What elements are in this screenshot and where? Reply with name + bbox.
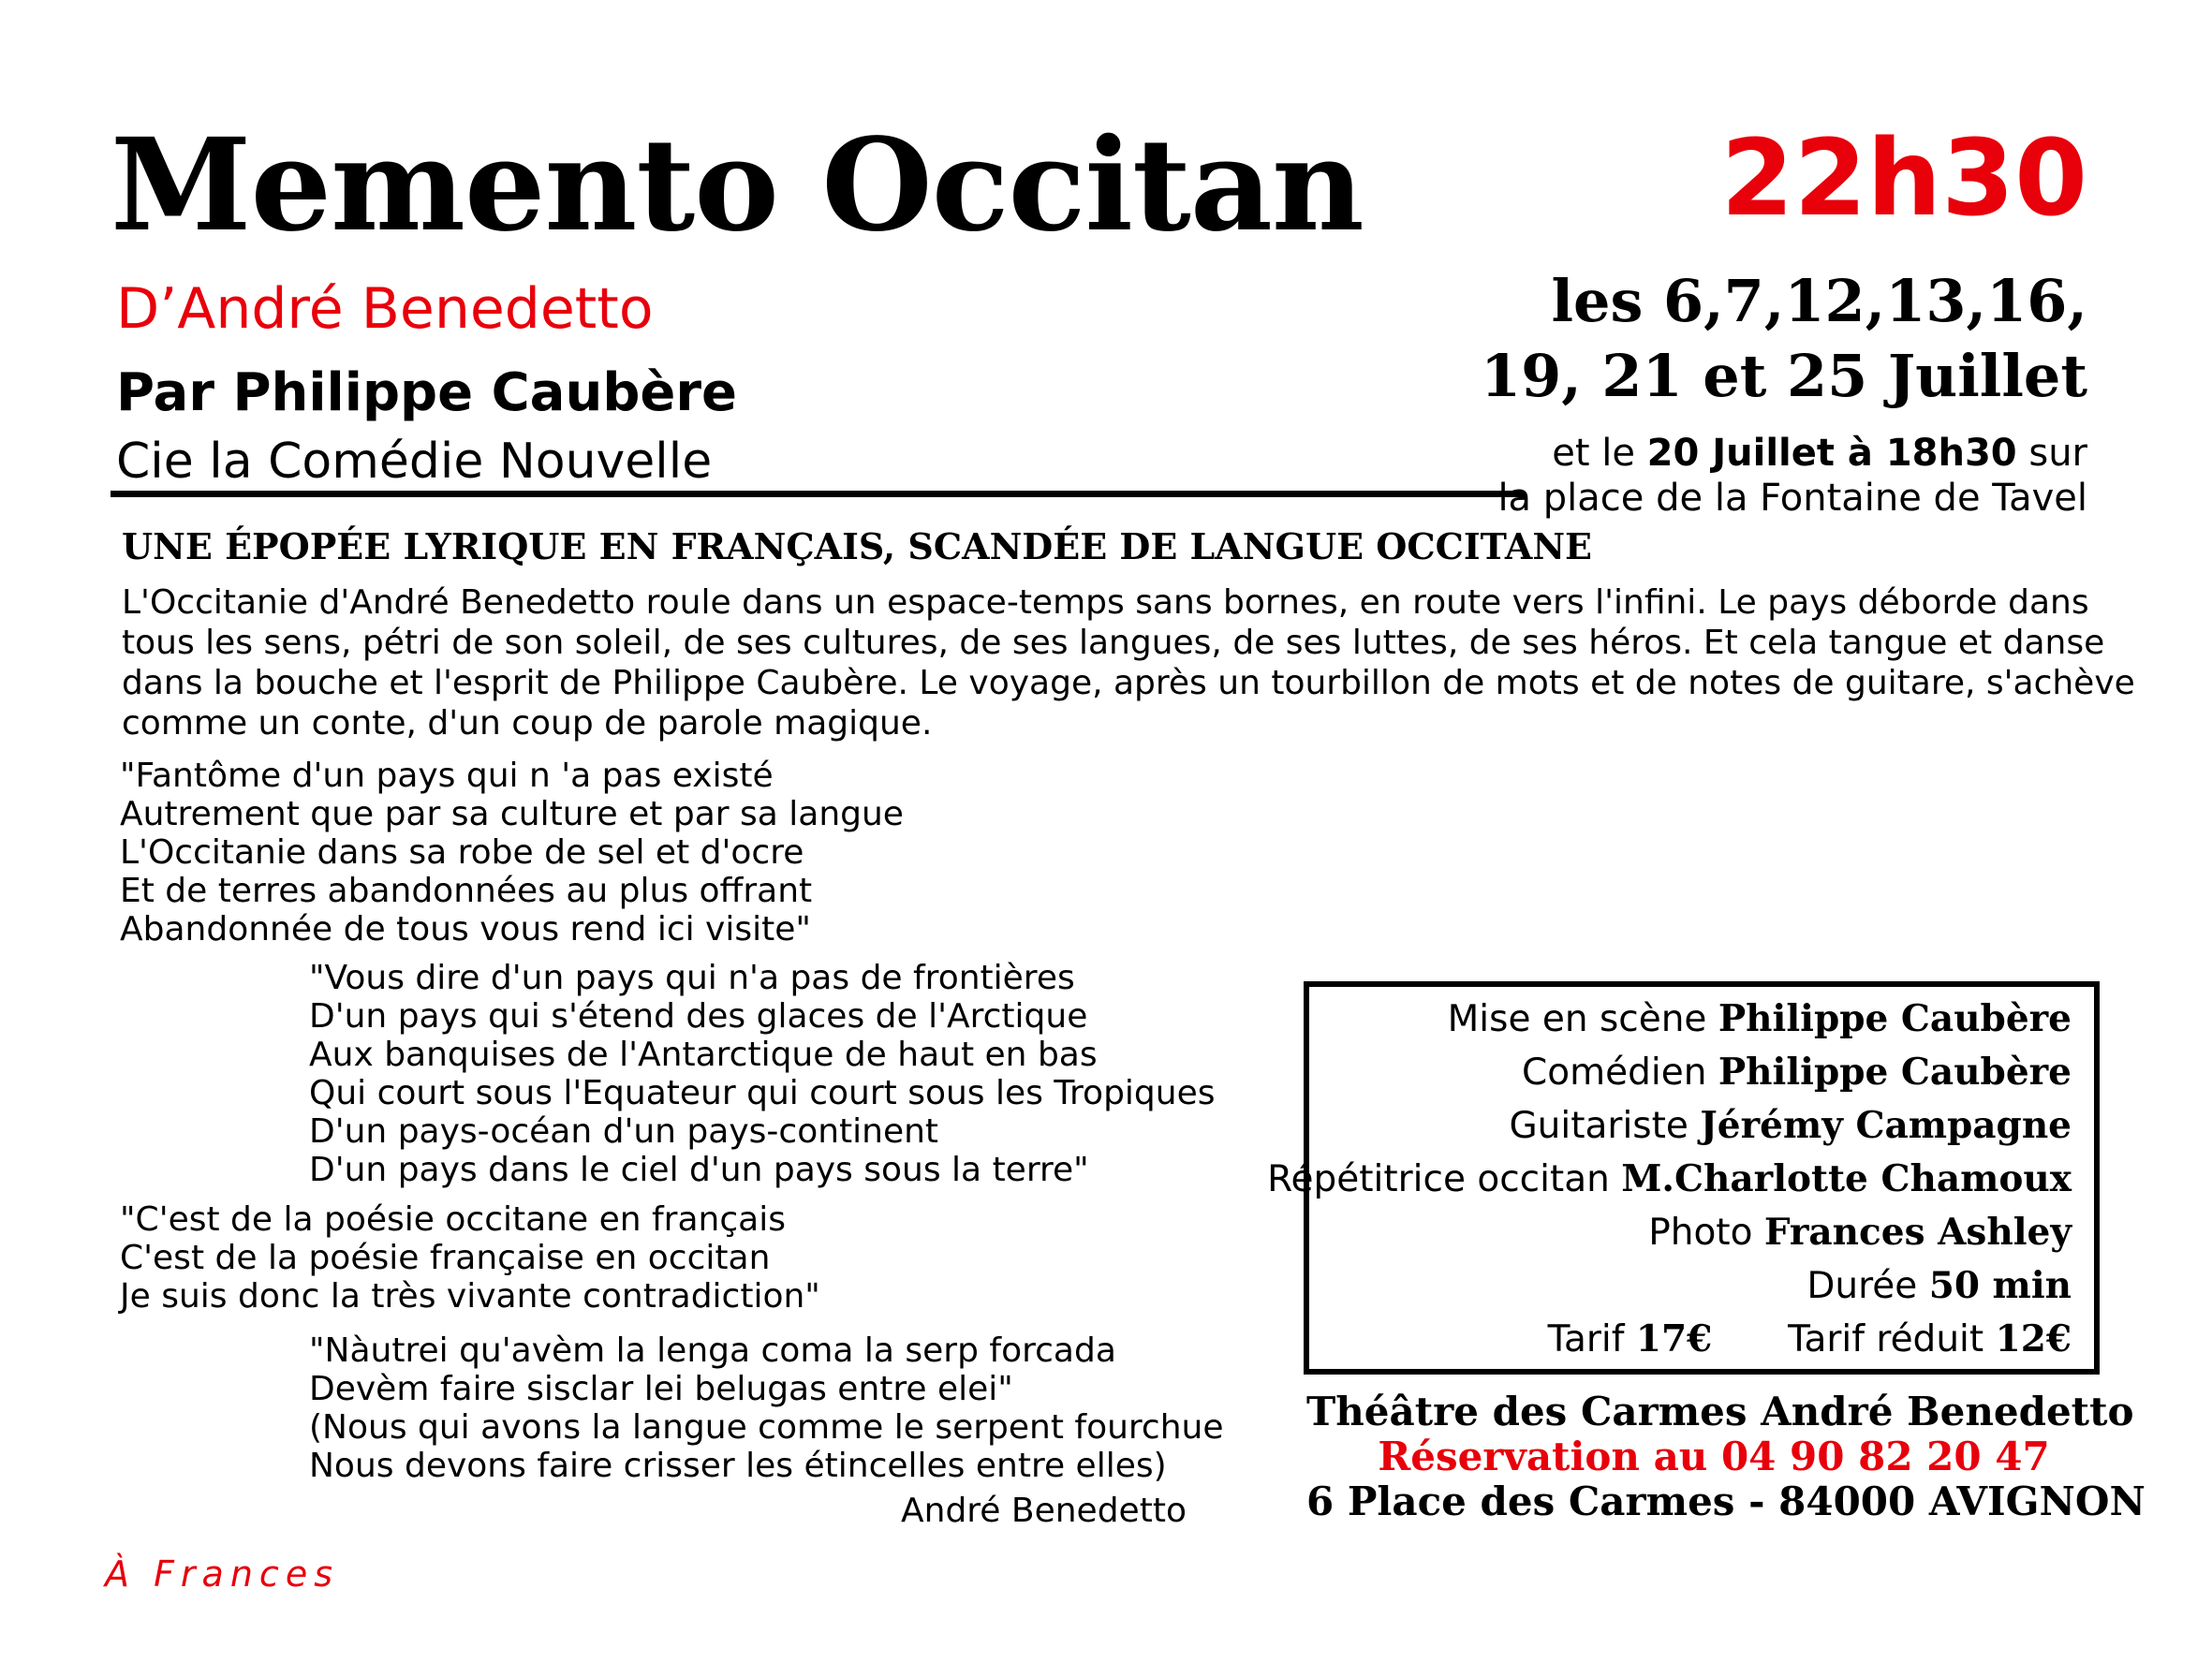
poem-line: Je suis donc la très vivante contradiction" <box>120 1277 820 1316</box>
intro-line: tous les sens, pétri de son soleil, de ses cultures, de ses langues, de ses luttes, de ses héros. Et cela tangue et danse <box>122 624 2105 662</box>
poem-line: "Vous dire d'un pays qui n'a pas de frontières <box>309 959 1075 997</box>
credit-label: Mise en scène <box>1447 998 1707 1040</box>
subtitle: UNE ÉPOPÉE LYRIQUE EN FRANÇAIS, SCANDÉE DE LANGUE OCCITANE <box>122 525 1593 567</box>
credit-value: 12€ <box>1995 1317 2072 1360</box>
show-time: 22h30 <box>1720 118 2087 240</box>
credit-comedien <box>1522 1048 2072 1097</box>
credit-value: Jérémy Campagne <box>1700 1104 2072 1147</box>
poem-stanza-4 <box>309 1331 1224 1485</box>
poem-line: L'Occitanie dans sa robe de sel et d'ocre <box>120 833 804 872</box>
extra-line-2: la place de la Fontaine de Tavel <box>1497 477 2087 520</box>
poem-line: "Nàutrei qu'avèm la lenga coma la serp forcada <box>309 1331 1116 1370</box>
extra-performance <box>1497 431 2087 521</box>
header-divider <box>111 491 1525 497</box>
credit-label: Tarif réduit <box>1788 1318 1984 1360</box>
poem-line: Qui court sous l'Equateur qui court sous les Tropiques <box>309 1074 1216 1112</box>
poem-stanza-2 <box>309 959 1216 1189</box>
page-title: Memento Occitan <box>111 110 1364 260</box>
credit-mise-en-scene <box>1448 994 2072 1044</box>
credit-label: Tarif <box>1547 1318 1625 1360</box>
venue-address: 6 Place des Carmes - 84000 AVIGNON <box>1306 1478 2146 1524</box>
dates-line-1: les 6,7,12,13,16, <box>1551 267 2087 335</box>
poem-line: Devèm faire sisclar lei belugas entre elei" <box>309 1370 1013 1408</box>
company-line: Cie la Comédie Nouvelle <box>116 434 713 490</box>
intro-line: dans la bouche et l'esprit de Philippe Caubère. Le voyage, après un tourbillon de mots et de notes de guitare, s'achève <box>122 664 2135 702</box>
credit-label: Photo <box>1648 1212 1753 1254</box>
credit-value: M.Charlotte Chamoux <box>1621 1157 2072 1200</box>
poem-line: D'un pays-océan d'un pays-continent <box>309 1112 939 1151</box>
credit-value: Philippe Caubère <box>1718 1051 2072 1094</box>
poem-stanza-1 <box>120 757 904 949</box>
credit-duree <box>1806 1261 2072 1311</box>
poem-line: Nous devons faire crisser les étincelles entre elles) <box>309 1447 1167 1485</box>
credit-value: Frances Ashley <box>1763 1211 2072 1254</box>
extra-date: 20 Juillet à 18h30 <box>1646 432 2017 475</box>
credit-tarifs <box>1548 1315 2072 1364</box>
poem-signature: André Benedetto <box>901 1492 1187 1530</box>
intro-line: L'Occitanie d'André Benedetto roule dans un espace-temps sans bornes, en route vers l'infini. Le pays déborde dans <box>122 583 2089 622</box>
credit-value: 50 min <box>1928 1264 2072 1307</box>
poem-line: Aux banquises de l'Antarctique de haut en bas <box>309 1036 1098 1074</box>
extra-line-1 <box>1497 431 2087 476</box>
poem-line: "Fantôme d'un pays qui n 'a pas existé <box>120 757 774 795</box>
credits-box <box>1267 981 2100 1375</box>
reservation-line: Réservation au 04 90 82 20 47 <box>1378 1434 2050 1479</box>
show-dates <box>1481 264 2087 414</box>
credit-label: Guitariste <box>1509 1105 1688 1147</box>
poem-line: (Nous qui avons la langue comme le serpent fourchue <box>309 1408 1224 1447</box>
credit-label: Répétitrice occitan <box>1267 1158 1610 1200</box>
performer-line: Par Philippe Caubère <box>116 362 738 423</box>
poem-line: "C'est de la poésie occitane en français <box>120 1200 786 1239</box>
venue-name: Théâtre des Carmes André Benedetto <box>1306 1389 2134 1434</box>
poem-line: C'est de la poésie française en occitan <box>120 1239 771 1277</box>
credit-photo <box>1648 1208 2072 1258</box>
credit-guitariste <box>1509 1101 2072 1151</box>
extra-suffix: sur <box>2028 432 2087 475</box>
credit-label: Comédien <box>1522 1052 1707 1094</box>
poem-line: Abandonnée de tous vous rend ici visite" <box>120 910 811 949</box>
poem-line: Autrement que par sa culture et par sa langue <box>120 795 904 833</box>
poem-stanza-3 <box>120 1200 820 1316</box>
venue-block <box>1306 1389 2146 1524</box>
author-line: D’André Benedetto <box>116 276 654 342</box>
intro-line: comme un conte, d'un coup de parole magique. <box>122 704 933 743</box>
credit-repetitrice <box>1267 1155 2072 1204</box>
intro-paragraph <box>122 582 2135 743</box>
dedication: À Frances <box>105 1553 339 1595</box>
credit-value: 17€ <box>1635 1317 1713 1360</box>
extra-prefix: et le <box>1552 432 1635 475</box>
poem-line: Et de terres abandonnées au plus offrant <box>120 872 813 910</box>
dates-line-2: 19, 21 et 25 Juillet <box>1480 342 2087 410</box>
credit-value: Philippe Caubère <box>1718 997 2072 1040</box>
poem-line: D'un pays dans le ciel d'un pays sous la terre" <box>309 1151 1089 1189</box>
credit-label: Durée <box>1806 1265 1918 1307</box>
poem-line: D'un pays qui s'étend des glaces de l'Arctique <box>309 997 1088 1036</box>
